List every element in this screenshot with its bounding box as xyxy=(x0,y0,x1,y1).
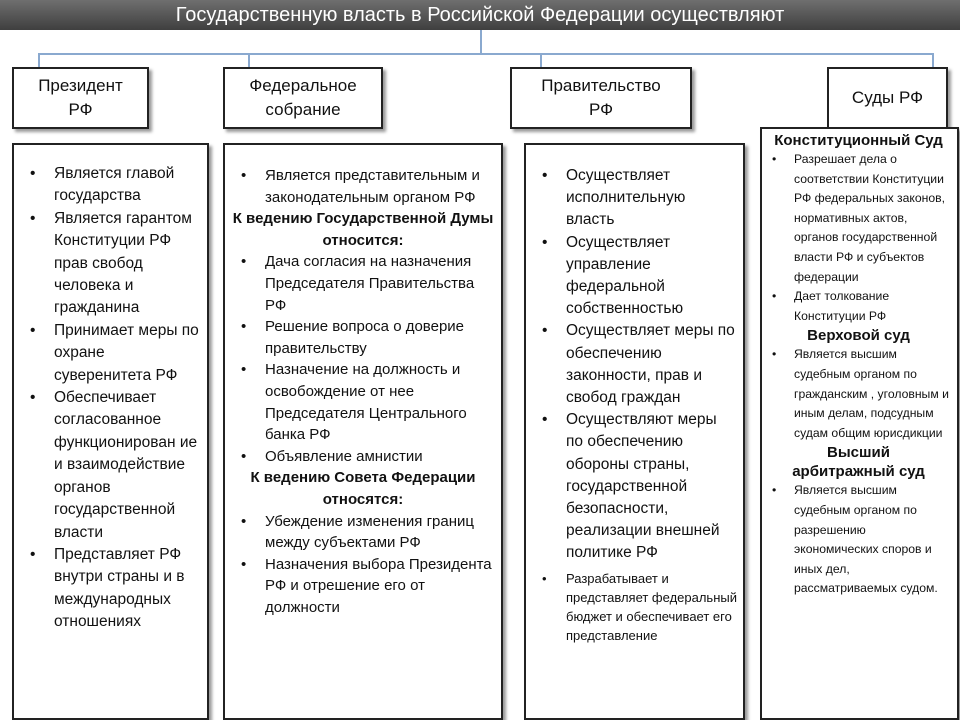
president-header-line-1: Президент xyxy=(38,76,123,95)
government-header-line-1: Правительство xyxy=(541,76,661,95)
list-item: • Осуществляет меры по обеспечению законности, прав и свобод граждан xyxy=(528,320,737,409)
connector-trunk xyxy=(480,30,482,54)
page-title: Государственную власть в Российской Федерации осуществляют xyxy=(0,0,960,30)
constitutional-court-heading: Конституционный Суд xyxy=(774,132,943,149)
list-item: • Осуществляют меры по обеспечению обороны страны, государственной безопасности, реализации внешней политике РФ xyxy=(528,409,737,564)
federal-assembly-header xyxy=(223,67,383,129)
list-item: • Представляет РФ внутри страны и в международных отношениях xyxy=(16,544,199,634)
list-item: • Убеждение изменения границ между субъектами РФ xyxy=(227,511,495,554)
government-list xyxy=(528,165,737,565)
president-header-line-2: РФ xyxy=(68,100,93,119)
federal-assembly-header-line-1: Федеральное xyxy=(249,76,357,95)
list-item: • Назначение на должность и освобождение от нее Председателя Центрального банка РФ xyxy=(227,359,495,445)
government-header-line-2: РФ xyxy=(588,100,614,119)
council-list xyxy=(227,511,495,619)
list-item: • Осуществляет исполнительную власть xyxy=(528,165,737,232)
list-item: • Является гарантом Конституции РФ прав свобод человека и гражданина xyxy=(16,208,199,320)
courts-header-label: Суды РФ xyxy=(851,88,924,107)
connector-courts xyxy=(932,53,934,68)
arbitration-court-heading: Высший арбитражный суд xyxy=(792,444,925,481)
president-column xyxy=(12,143,209,720)
list-item: • Принимает меры по охране суверенитета РФ xyxy=(16,320,199,387)
arbitration-court-list xyxy=(764,481,953,599)
government-header xyxy=(510,67,692,129)
list-item: • Разрешает дела о соответствии Конституции РФ федеральных законов, нормативных актов, органов государственной власти РФ и субъектов федерации xyxy=(764,150,953,287)
government-budget-list xyxy=(528,569,737,645)
connector-government xyxy=(540,53,542,68)
supreme-court-list xyxy=(764,345,953,443)
list-item: • Решение вопроса о доверие правительству xyxy=(227,316,495,359)
courts-header xyxy=(827,67,948,129)
courts-column xyxy=(760,127,959,720)
constitutional-court-list xyxy=(764,150,953,326)
connector-horizontal xyxy=(38,53,934,55)
list-item: • Объявление амнистии xyxy=(227,446,495,468)
president-header xyxy=(12,67,149,129)
connector-assembly xyxy=(248,53,250,68)
list-item: • Является высшим судебным органом по разрешению экономических споров и иных дел, рассматриваемых судом. xyxy=(764,481,953,599)
list-item: • Является высшим судебным органом по гражданским , уголовным и иным делам, подсудным судам общим юрисдикции xyxy=(764,345,953,443)
list-item: • Дает толкование Конституции РФ xyxy=(764,287,953,326)
list-item: • Является представительным и законодательным органом РФ xyxy=(227,165,495,208)
council-heading: К ведению Совета Федерации относятся: xyxy=(250,469,476,508)
president-list xyxy=(16,163,199,634)
list-item: • Разрабатывает и представляет федеральный бюджет и обеспечивает его представление xyxy=(528,569,737,645)
list-item: • Обеспечивает согласованное функционирован ие и взаимодействие органов государственной власти xyxy=(16,387,199,544)
duma-list xyxy=(227,251,495,467)
federal-assembly-header-line-2: собрание xyxy=(265,100,341,119)
list-item: • Назначения выбора Президента РФ и отрешение его от должности xyxy=(227,554,495,619)
federal-assembly-column xyxy=(223,143,503,720)
list-item: • Дача согласия на назначения Председателя Правительства РФ xyxy=(227,251,495,316)
supreme-court-heading: Верховой суд xyxy=(807,327,910,345)
list-item: • Является главой государства xyxy=(16,163,199,208)
connector-president xyxy=(38,53,40,68)
list-item: • Осуществляет управление федеральной собственностью xyxy=(528,232,737,321)
duma-heading: К ведению Государственной Думы относится: xyxy=(232,210,494,249)
government-column xyxy=(524,143,745,720)
assembly-intro-list xyxy=(227,165,495,208)
